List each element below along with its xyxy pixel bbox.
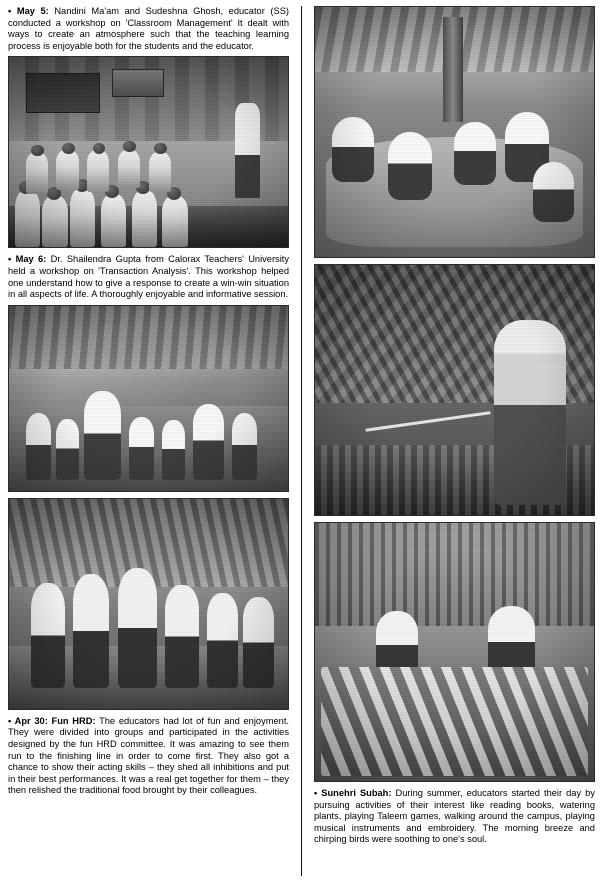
paragraph-sunehri-subah — [314, 788, 595, 846]
right-column — [314, 6, 595, 876]
page-columns — [8, 6, 595, 876]
bullet-may5: • — [8, 6, 17, 16]
body-may6: Dr. Shailendra Gupta from Calorax Teachers' University held a workshop on 'Transaction Analysis'. This workshop helped one understand how to give a response to create a win-win situation in all aspects of life. A thoroughly enjoyable and informative session. — [8, 254, 290, 300]
photo-fun-hrd-group — [8, 498, 289, 710]
lead-may6: May 6: — [15, 254, 47, 265]
photo-seated-circle-mat — [314, 6, 595, 258]
lead-sunehri-subah: Sunehri Subah: — [321, 788, 392, 798]
photo-classroom-workshop-canvas — [9, 57, 288, 247]
paragraph-may6 — [8, 254, 289, 300]
bullet-may6: • — [8, 254, 16, 265]
photo-outdoor-activity — [8, 305, 289, 492]
photo-watering-plants-canvas — [315, 265, 594, 515]
body-may5: Nandini Ma'am and Sudeshna Ghosh, educator (SS) conducted a workshop on 'Classroom Management' It dealt with ways to create an atmosphere such that the teaching learning process is enjoyable both for the students and the educator. — [8, 6, 289, 51]
bullet-sunehri-subah: • — [313, 788, 322, 798]
photo-fun-hrd-group-canvas — [9, 499, 288, 709]
photo-book-table — [314, 522, 595, 782]
photo-book-table-canvas — [315, 523, 594, 781]
body-sunehri-subah: During summer, educators started their day by pursuing activities of their interest like reading books, watering plants, playing Taleem games, walking around the campus, playing musical instruments and embroidery. The morning breeze and chirping birds were soothing to one's soul. — [313, 788, 595, 845]
photo-outdoor-activity-canvas — [9, 306, 288, 491]
left-column — [8, 6, 289, 876]
lead-apr30: Apr 30: Fun HRD: — [14, 715, 96, 726]
photo-watering-plants — [314, 264, 595, 516]
photo-seated-circle-mat-canvas — [315, 7, 594, 257]
paragraph-may5 — [8, 6, 289, 52]
photo-classroom-workshop — [8, 56, 289, 248]
column-divider — [301, 6, 302, 876]
lead-may5: May 5: — [16, 6, 49, 16]
body-apr30: The educators had lot of fun and enjoyment. They were divided into groups and participated in the activities designed by the fun HRD committee. It was amazing to see them run to the finishing line in order to come first. They also got a chance to show their acting skills – they shed all inhibitions and put in their best performances. It was a real get together for them – they then relished the traditional food brought by their colleagues. — [8, 715, 289, 796]
paragraph-apr30 — [8, 716, 289, 797]
bullet-apr30: • — [8, 715, 15, 726]
